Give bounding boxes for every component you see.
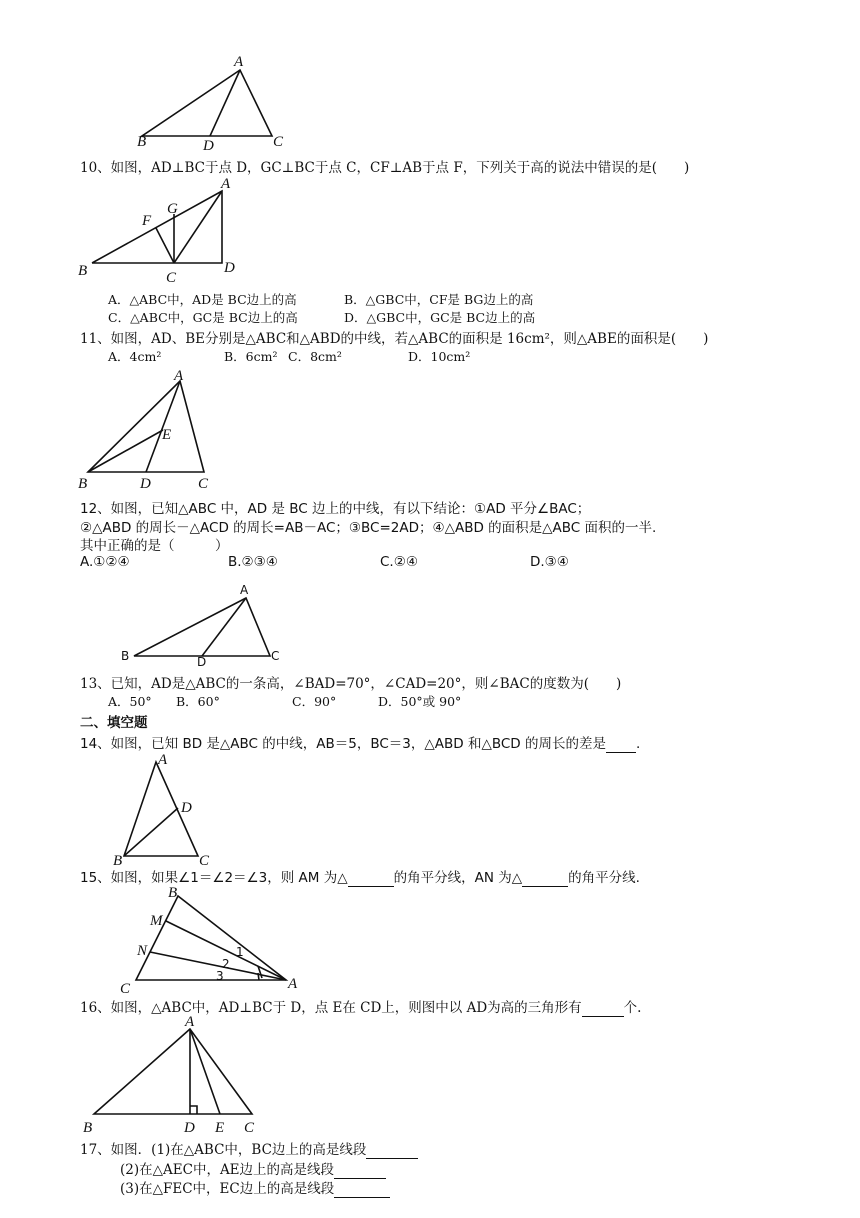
label-d: D xyxy=(197,655,207,669)
label-angle-1: 1 xyxy=(236,945,244,959)
question-10-option-a[interactable]: A．△ABC中，AD是 BC边上的高 xyxy=(108,292,297,307)
label-e: E xyxy=(215,1120,225,1136)
label-b: B xyxy=(78,476,88,492)
section-heading-fill-in: 二、填空题 xyxy=(80,715,148,731)
label-a: A xyxy=(288,976,298,992)
label-b: B xyxy=(78,263,88,279)
question-17-line-3 xyxy=(120,1177,390,1198)
label-angle-3: 3 xyxy=(216,969,224,983)
label-c: C xyxy=(166,270,177,286)
question-17-answer-blank-1[interactable] xyxy=(366,1142,418,1159)
question-11-option-b[interactable]: B．6cm² xyxy=(224,349,278,364)
label-a: A xyxy=(185,1014,195,1030)
question-12-option-a[interactable]: A.①②④ xyxy=(80,554,130,570)
question-17-text-2: (2)在△AEC中，AE边上的高是线段 xyxy=(120,1162,335,1178)
question-11-option-c[interactable]: C．8cm² xyxy=(288,349,342,364)
label-c: C xyxy=(273,134,284,150)
question-10-option-d[interactable]: D．△GBC中，GC是 BC边上的高 xyxy=(344,310,536,325)
question-13-stem: 13、已知，AD是△ABC的一条高，∠BAD=70°，∠CAD=20°，则∠BAC的度数为( ) xyxy=(80,676,622,692)
label-d: D xyxy=(181,800,192,816)
label-a: A xyxy=(158,752,168,768)
label-a: A xyxy=(174,368,184,384)
question-15-text-2: 的角平分线，AN 为△ xyxy=(393,870,523,886)
label-a: A xyxy=(221,176,231,192)
label-b: B xyxy=(83,1120,93,1136)
question-14-end: . xyxy=(636,736,641,752)
question-16-text: 16、如图，△ABC中，AD⊥BC于 D，点 E在 CD上，则图中以 AD为高的三角形有 xyxy=(80,1000,582,1016)
label-c: C xyxy=(199,853,210,869)
segment-ae xyxy=(190,1029,220,1114)
label-g: G xyxy=(167,201,178,217)
question-16-end: 个. xyxy=(623,1000,642,1016)
question-12-option-c[interactable]: C.②④ xyxy=(380,554,418,570)
question-11-option-d[interactable]: D．10cm² xyxy=(408,349,471,364)
question-17-line-1 xyxy=(80,1138,418,1159)
question-12-line-1: 12、如图，已知△ABC 中，AD 是 BC 边上的中线，有以下结论：①AD 平分∠BAC； xyxy=(80,501,591,517)
question-13-option-b[interactable]: B．60° xyxy=(176,694,220,709)
question-13-option-c[interactable]: C．90° xyxy=(292,694,337,709)
label-c: C xyxy=(120,981,131,997)
question-10-option-c[interactable]: C．△ABC中，GC是 BC边上的高 xyxy=(108,310,298,325)
question-12-line-3: 其中正确的是（ ） xyxy=(80,538,229,554)
question-13-option-a[interactable]: A．50° xyxy=(108,694,152,709)
question-12-option-d[interactable]: D.③④ xyxy=(530,554,569,570)
label-m: M xyxy=(150,913,163,929)
question-12-option-b[interactable]: B.②③④ xyxy=(228,554,278,570)
question-13-option-d[interactable]: D．50°或 90° xyxy=(378,694,462,709)
label-e: E xyxy=(162,427,172,443)
triangle-abc xyxy=(94,1029,252,1114)
label-b: B xyxy=(121,649,130,663)
label-b: B xyxy=(137,134,147,150)
label-a: A xyxy=(234,54,244,70)
question-17-text-3: (3)在△FEC中，EC边上的高是线段 xyxy=(120,1181,335,1197)
question-10-option-b[interactable]: B．△GBC中，CF是 BG边上的高 xyxy=(344,292,534,307)
label-d: D xyxy=(224,260,235,276)
question-17-line-2 xyxy=(120,1158,386,1179)
question-14-text: 14、如图，已知 BD 是△ABC 的中线，AB＝5，BC＝3，△ABD 和△BCD 的周长的差是 xyxy=(80,736,606,752)
question-11-option-a[interactable]: A．4cm² xyxy=(108,349,162,364)
label-d: D xyxy=(184,1120,195,1136)
label-d: D xyxy=(140,476,151,492)
question-17-text-1: 17、如图．(1)在△ABC中，BC边上的高是线段 xyxy=(80,1142,367,1158)
question-17-answer-blank-3[interactable] xyxy=(334,1181,390,1198)
label-b: B xyxy=(113,853,123,869)
label-c: C xyxy=(244,1120,255,1136)
label-b: B xyxy=(168,885,178,901)
question-15-text-1: 15、如图，如果∠1＝∠2＝∠3，则 AM 为△ xyxy=(80,870,348,886)
label-angle-2: 2 xyxy=(222,957,230,971)
question-12-line-2: ②△ABD 的周长－△ACD 的周长=AB－AC；③BC=2AD；④△ABD 的面积是△ABC 面积的一半. xyxy=(80,520,657,536)
label-c: C xyxy=(198,476,209,492)
label-f: F xyxy=(142,213,152,229)
question-10-stem: 10、如图，AD⊥BC于点 D，GC⊥BC于点 C，CF⊥AB于点 F，下列关于高的说法中错误的是( ) xyxy=(80,160,690,176)
label-n: N xyxy=(137,943,148,959)
question-11-stem: 11、如图，AD、BE分别是△ABC和△ABD的中线，若△ABC的面积是 16cm²，则△ABE的面积是( ) xyxy=(80,331,709,347)
label-a: A xyxy=(240,583,249,597)
label-d: D xyxy=(203,138,214,154)
question-15-text-3: 的角平分线. xyxy=(568,870,640,886)
right-angle-mark xyxy=(190,1106,197,1114)
label-c: C xyxy=(271,649,280,663)
